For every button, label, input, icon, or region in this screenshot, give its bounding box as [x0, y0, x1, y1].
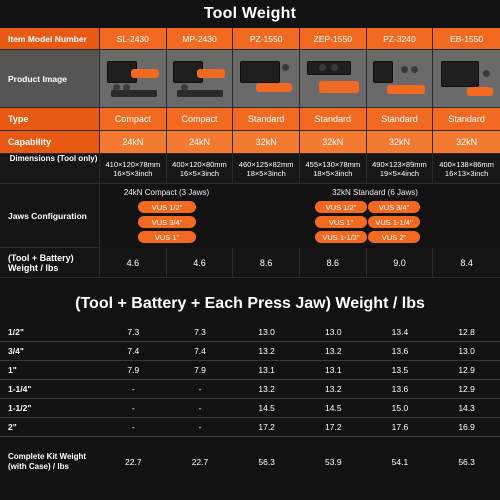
capability-cell: 32kN — [300, 131, 367, 154]
model-header: Item Model Number — [0, 28, 100, 50]
capability-cell: 32kN — [367, 131, 434, 154]
row-label: 1" — [8, 365, 17, 375]
type-cell: Compact — [100, 108, 167, 131]
capability-header: Capability — [0, 131, 100, 154]
dimensions-cell — [300, 154, 367, 184]
dimensions-cell — [367, 154, 434, 184]
kit-label: Complete Kit Weight (with Case) / lbs — [8, 452, 87, 471]
table-cell: 13.5 — [391, 365, 409, 375]
table-cell: 12.9 — [458, 365, 475, 375]
table-row — [0, 361, 500, 380]
table-row — [0, 323, 500, 342]
weight-cell: 8.6 — [300, 248, 367, 278]
kit-cell: 56.3 — [458, 457, 475, 467]
capability-cell: 32kN — [433, 131, 500, 154]
dimensions-mm: 460×125×82mm — [238, 159, 294, 169]
product-image — [233, 50, 300, 108]
table-cell: 12.9 — [458, 384, 475, 394]
table-cell: 13.4 — [391, 327, 409, 337]
compact-jaws-label: 24kN Compact (3 Jaws) — [123, 188, 210, 197]
dimensions-inch: 18×5×3inch — [246, 168, 286, 178]
type-cell: Standard — [367, 108, 434, 131]
kit-cell: 56.3 — [258, 457, 275, 467]
dimensions-inch: 16×5×3inch — [179, 168, 220, 178]
product-image — [100, 50, 167, 108]
table-cell: - — [198, 384, 202, 394]
dimensions-mm: 400×138×86mm — [439, 159, 494, 169]
weight-cell: 4.6 — [167, 248, 234, 278]
table-cell: 7.4 — [194, 346, 206, 356]
capability-cell: 32kN — [233, 131, 300, 154]
table-cell: 17.2 — [325, 422, 342, 432]
capability-cell: 24kN — [167, 131, 234, 154]
model-cell: ZEP-1550 — [300, 28, 367, 50]
dimensions-row — [0, 154, 500, 184]
capability-row — [0, 131, 500, 154]
table-cell: 14.5 — [325, 403, 342, 413]
weight-cell: 9.0 — [367, 248, 434, 278]
table-cell: 15.0 — [391, 403, 409, 413]
jaw-weight-table — [0, 323, 500, 487]
dimensions-cell — [433, 154, 500, 184]
dimensions-header: Dimensions (Tool only) — [0, 154, 100, 184]
table-cell: 7.9 — [194, 365, 206, 375]
type-row — [0, 108, 500, 131]
product-image — [433, 50, 500, 108]
jaw-pill: VUS 1-1/4" — [368, 216, 420, 228]
jaw-pill: VUS 1-1/2" — [315, 231, 367, 243]
product-image — [300, 50, 367, 108]
model-row — [0, 28, 500, 50]
table-cell: - — [131, 403, 135, 413]
dimensions-mm: 490×123×89mm — [372, 159, 427, 169]
image-row — [0, 50, 500, 108]
weight-cell: 8.4 — [433, 248, 500, 278]
jaw-pill: VUS 1" — [315, 216, 367, 228]
model-cell: SL-2430 — [100, 28, 167, 50]
table-cell: 13.6 — [391, 346, 409, 356]
table-cell: 14.3 — [458, 403, 475, 413]
kit-cell: 22.7 — [191, 457, 209, 467]
table-cell: 13.0 — [325, 327, 342, 337]
table-cell: - — [198, 403, 202, 413]
jaw-pill: VUS 3/4" — [368, 201, 420, 213]
dimensions-inch: 18×5×3inch — [313, 168, 353, 178]
jaw-pill: VUS 3/4" — [138, 216, 196, 228]
dimensions-mm: 455×130×78mm — [305, 159, 361, 169]
row-label: 1-1/4" — [8, 384, 32, 394]
table-cell: 13.6 — [391, 384, 409, 394]
table-cell: 16.9 — [458, 422, 475, 432]
weight-header: (Tool + Battery) Weight / lbs — [0, 248, 100, 278]
table-cell: 17.6 — [391, 422, 409, 432]
jaws-row — [0, 184, 500, 248]
dimensions-mm: 400×120×80mm — [172, 159, 227, 169]
table-cell: - — [131, 422, 135, 432]
table-cell: 13.1 — [258, 365, 275, 375]
type-header: Type — [0, 108, 100, 131]
table-cell: 13.1 — [325, 365, 342, 375]
dimensions-inch: 16×5×3inch — [113, 168, 153, 178]
dimensions-inch: 19×5×4inch — [379, 168, 420, 178]
model-cell: PZ-1550 — [233, 28, 300, 50]
row-label: 2" — [8, 422, 17, 432]
table-row — [0, 399, 500, 418]
jaw-pill: VUS 1/2" — [138, 201, 196, 213]
jaws-area — [100, 184, 500, 248]
dimensions-cell — [233, 154, 300, 184]
table-cell: 7.9 — [127, 365, 140, 375]
dimensions-inch: 16×13×3inch — [444, 168, 489, 178]
model-cell: PZ-3240 — [367, 28, 434, 50]
jaw-pill: VUS 1" — [138, 231, 196, 243]
image-header: Product Image — [0, 50, 100, 108]
standard-jaws-label: 32kN Standard (6 Jaws) — [332, 188, 418, 197]
table-cell: 13.2 — [258, 384, 275, 394]
table-cell: 17.2 — [258, 422, 275, 432]
table-cell: 14.5 — [258, 403, 275, 413]
jaw-pill: VUS 1/2" — [315, 201, 367, 213]
dimensions-cell — [100, 154, 167, 184]
dimensions-mm: 410×120×78mm — [105, 159, 161, 169]
table-cell: 7.4 — [127, 346, 140, 356]
product-image — [167, 50, 234, 108]
table-cell: 13.0 — [258, 327, 275, 337]
weight-cell: 4.6 — [100, 248, 167, 278]
table-row — [0, 418, 500, 437]
table-cell: 13.2 — [325, 384, 342, 394]
type-cell: Standard — [300, 108, 367, 131]
kit-weight-row — [0, 437, 500, 487]
row-label: 3/4" — [8, 346, 24, 356]
model-cell: EB-1550 — [433, 28, 500, 50]
table-row — [0, 380, 500, 399]
jaws-header: Jaws Configuration — [0, 184, 100, 248]
page-title: Tool Weight — [203, 5, 297, 22]
type-cell: Standard — [233, 108, 300, 131]
kit-cell: 53.9 — [325, 457, 342, 467]
table-cell: 13.2 — [325, 346, 342, 356]
product-image — [367, 50, 434, 108]
weight-cell: 8.6 — [233, 248, 300, 278]
table-cell: 7.3 — [127, 327, 140, 337]
type-cell: Compact — [167, 108, 234, 131]
table-cell: 12.8 — [458, 327, 475, 337]
kit-cell: 22.7 — [125, 457, 142, 467]
table-cell: 13.0 — [458, 346, 475, 356]
table-cell: 7.3 — [194, 327, 206, 337]
jaw-pill: VUS 2" — [368, 231, 420, 243]
type-cell: Standard — [433, 108, 500, 131]
row-label: 1-1/2" — [8, 403, 32, 413]
table-cell: 13.2 — [258, 346, 275, 356]
table-cell: - — [131, 384, 135, 394]
table-cell: - — [198, 422, 202, 432]
row-label: 1/2" — [8, 327, 24, 337]
section-title: (Tool + Battery + Each Press Jaw) Weight / lbs — [0, 285, 500, 323]
tool-battery-weight-row — [0, 248, 500, 278]
table-row — [0, 342, 500, 361]
kit-cell: 54.1 — [391, 457, 409, 467]
spec-table — [0, 28, 500, 278]
capability-cell: 24kN — [100, 131, 167, 154]
model-cell: MP-2430 — [167, 28, 234, 50]
dimensions-cell — [167, 154, 234, 184]
